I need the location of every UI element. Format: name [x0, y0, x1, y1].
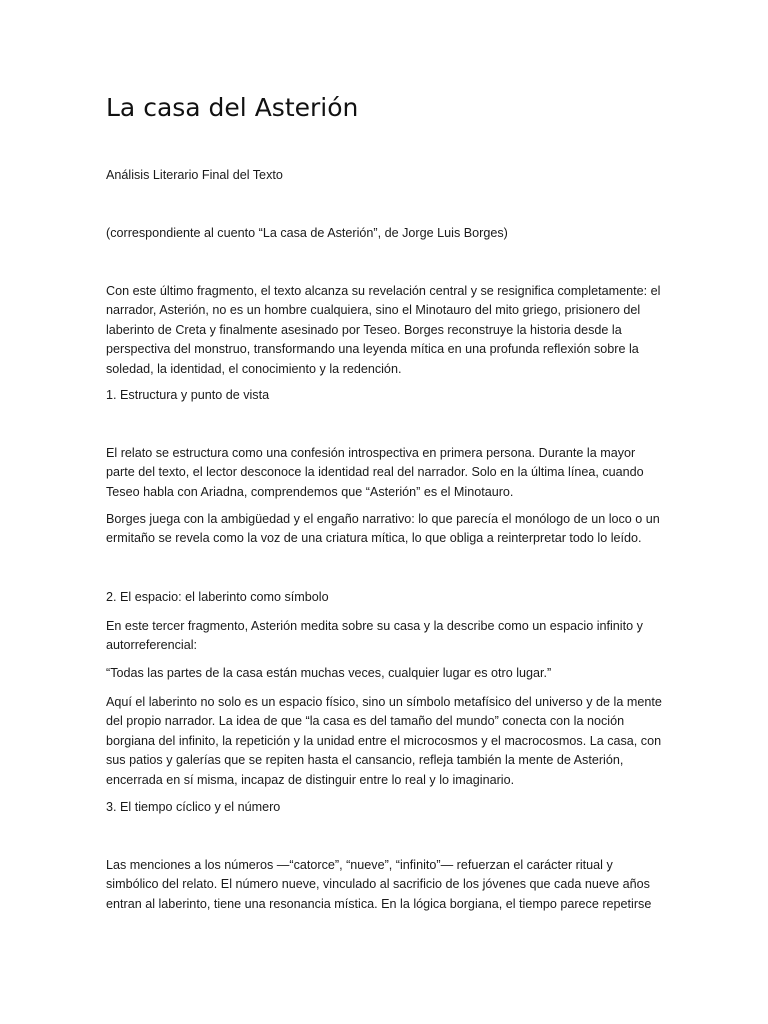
- section-2-paragraph-2: Aquí el laberinto no solo es un espacio físico, sino un símbolo metafísico del universo y de la mente del propio narrador. La idea de que “la casa es del tamaño del mundo” conecta con la noción borgiana del infinito, la repetición y la unidad entre el microcosmos y el macrocosmos. La casa, con sus patios y galerías que se repiten hasta el cansancio, refleja también la mente de Asterión, encerrada en sí misma, incapaz de distinguir entre lo real y lo imaginario.: [106, 695, 662, 787]
- source-note: (correspondiente al cuento “La casa de Asterión”, de Jorge Luis Borges): [106, 226, 508, 240]
- section-3-paragraph-1: Las menciones a los números —“catorce”, “nueve”, “infinito”— refuerzan el carácter ritual y simbólico del relato. El número nueve, vinculado al sacrificio de los jóvenes que cada nueve años entran al laberinto, tiene una resonancia mística. En la lógica borgiana, el tiempo parece repetirse: [106, 858, 652, 911]
- section-2-heading: 2. El espacio: el laberinto como símbolo: [106, 590, 329, 604]
- section-1-heading: 1. Estructura y punto de vista: [106, 388, 270, 402]
- document-subtitle: Análisis Literario Final del Texto: [106, 168, 283, 182]
- section-3-heading: 3. El tiempo cíclico y el número: [106, 800, 281, 814]
- section-2-quote: “Todas las partes de la casa están muchas veces, cualquier lugar es otro lugar.”: [106, 666, 552, 680]
- document-title: La casa del Asterión: [106, 93, 359, 122]
- section-1-paragraph-1: El relato se estructura como una confesión introspectiva en primera persona. Durante la mayor parte del texto, el lector desconoce la identidad real del narrador. Solo en la última línea, cuando Teseo habla con Ariadna, comprendemos que “Asterión” es el Minotauro.: [106, 446, 644, 499]
- section-2-paragraph-1: En este tercer fragmento, Asterión medita sobre su casa y la describe como un espacio infinito y autorreferencial:: [106, 619, 643, 653]
- section-1-paragraph-2: Borges juega con la ambigüedad y el engaño narrativo: lo que parecía el monólogo de un loco o un ermitaño se revela como la voz de una criatura mítica, lo que obliga a reinterpretar todo lo leído.: [106, 512, 660, 546]
- intro-paragraph: Con este último fragmento, el texto alcanza su revelación central y se resignifica completamente: el narrador, Asterión, no es un hombre cualquiera, sino el Minotauro del mito griego, prisionero del laberinto de Creta y finalmente asesinado por Teseo. Borges reconstruye la historia desde la perspectiva del monstruo, transformando una leyenda mítica en una profunda reflexión sobre la soledad, la identidad, el conocimiento y la redención.: [106, 284, 661, 376]
